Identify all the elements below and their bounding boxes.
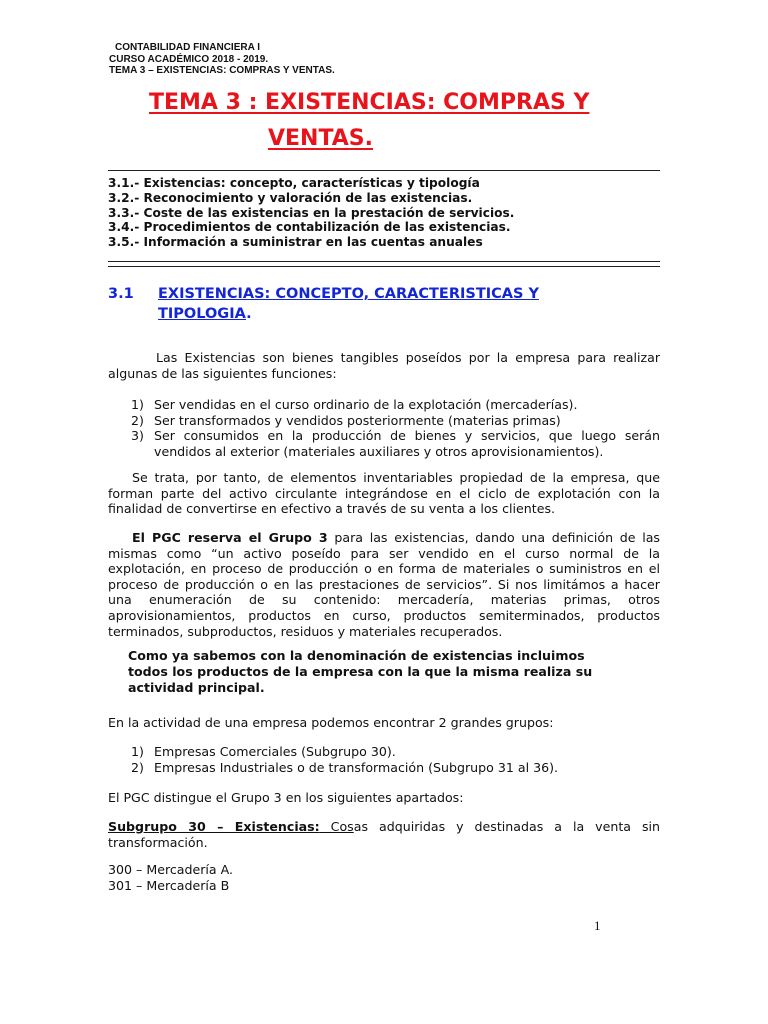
divider-top xyxy=(108,170,660,171)
section-title-line1: EXISTENCIAS: CONCEPTO, CARACTERISTICAS Y xyxy=(158,286,539,302)
toc-item: 3.1.- Existencias: concepto, características y tipología xyxy=(108,176,480,190)
section-number: 3.1 xyxy=(108,286,134,302)
page-number: 1 xyxy=(594,918,601,933)
section-title xyxy=(158,284,598,324)
page-title-line1: TEMA 3 : EXISTENCIAS: COMPRAS Y xyxy=(149,90,590,115)
highlight-note: Como ya sabemos con la denominación de existencias incluimos todos los productos de la empresa con la que la misma realiza su actividad principal. xyxy=(128,648,593,696)
page-title-line2: VENTAS. xyxy=(268,126,373,151)
subgroup-underlined: Cos xyxy=(319,819,354,834)
paragraph-pgc xyxy=(108,530,660,639)
subgroup-text: as adquiridas y destinadas a la venta sin transformación. xyxy=(108,819,660,850)
account-item: 300 – Mercadería A. xyxy=(108,862,234,877)
header-year: CURSO ACADÉMICO 2018 - 2019. xyxy=(109,53,269,65)
subgroup-paragraph xyxy=(108,819,660,850)
accounts-list xyxy=(108,862,660,893)
header-topic: TEMA 3 – EXISTENCIAS: COMPRAS Y VENTAS. xyxy=(109,65,335,76)
divider-double-a xyxy=(108,261,660,262)
list-item: 2) Ser transformados y vendidos posteriormente (materias primas) xyxy=(131,412,561,428)
list-item: 1) Empresas Comerciales (Subgrupo 30). xyxy=(131,744,396,759)
table-of-contents xyxy=(108,176,514,250)
paragraph-definition: Se trata, por tanto, de elementos inventariables propiedad de la empresa, que forman parte del activo circulante integrándose en el ciclo de explotación con la finalidad de convertirse en efectivo a través de su venta a los clientes. xyxy=(108,470,660,517)
toc-item: 3.2.- Reconocimiento y valoración de las existencias. xyxy=(108,190,473,205)
section-title-line2: TIPOLOGIA xyxy=(158,306,247,322)
groups-list xyxy=(131,744,660,775)
toc-item: 3.5.- Información a suministrar en las cuentas anuales xyxy=(108,235,483,250)
divider-double-b xyxy=(108,266,660,267)
pgc-rest: para las existencias, dando una definición de las mismas como “un activo poseído para ser vendido en el curso normal de la explotación, en proceso de producción o en forma de materiales o suministros en el proceso de producción o en las prestaciones de servicios”. Si nos limitámos a hacer una enumeración de su contenido: mercadería, materias primas, otros aprovisionamientos, productos en curso, productos semiterminados, productos terminados, subproductos, residuos y materiales recuperados. xyxy=(108,530,660,639)
pgc-intro: El PGC distingue el Grupo 3 en los siguientes apartados: xyxy=(108,790,464,805)
toc-item: 3.4.- Procedimientos de contabilización de las existencias. xyxy=(108,220,511,235)
section-title-end: . xyxy=(246,306,252,322)
list-item: 3) Ser consumidos en la producción de bienes y servicios, que luego serán vendidos al exterior (materiales auxiliares y otros aprovisionamientos). xyxy=(131,428,660,459)
pgc-bold: El PGC reserva el Grupo 3 xyxy=(132,530,328,545)
groups-intro: En la actividad de una empresa podemos encontrar 2 grandes grupos: xyxy=(108,715,554,730)
account-item: 301 – Mercadería B xyxy=(108,877,230,893)
document-header xyxy=(109,42,335,77)
intro-paragraph: Las Existencias son bienes tangibles poseídos por la empresa para realizar algunas de las siguientes funciones: xyxy=(108,350,660,381)
subgroup-label: Subgrupo 30 – Existencias: xyxy=(108,819,320,834)
list-item: 2) Empresas Industriales o de transformación (Subgrupo 31 al 36). xyxy=(131,759,559,775)
functions-list xyxy=(131,397,660,459)
toc-item: 3.3.- Coste de las existencias en la prestación de servicios. xyxy=(108,205,515,220)
list-item: 1) Ser vendidas en el curso ordinario de la explotación (mercaderías). xyxy=(131,397,578,412)
header-course: CONTABILIDAD FINANCIERA I xyxy=(115,42,260,53)
